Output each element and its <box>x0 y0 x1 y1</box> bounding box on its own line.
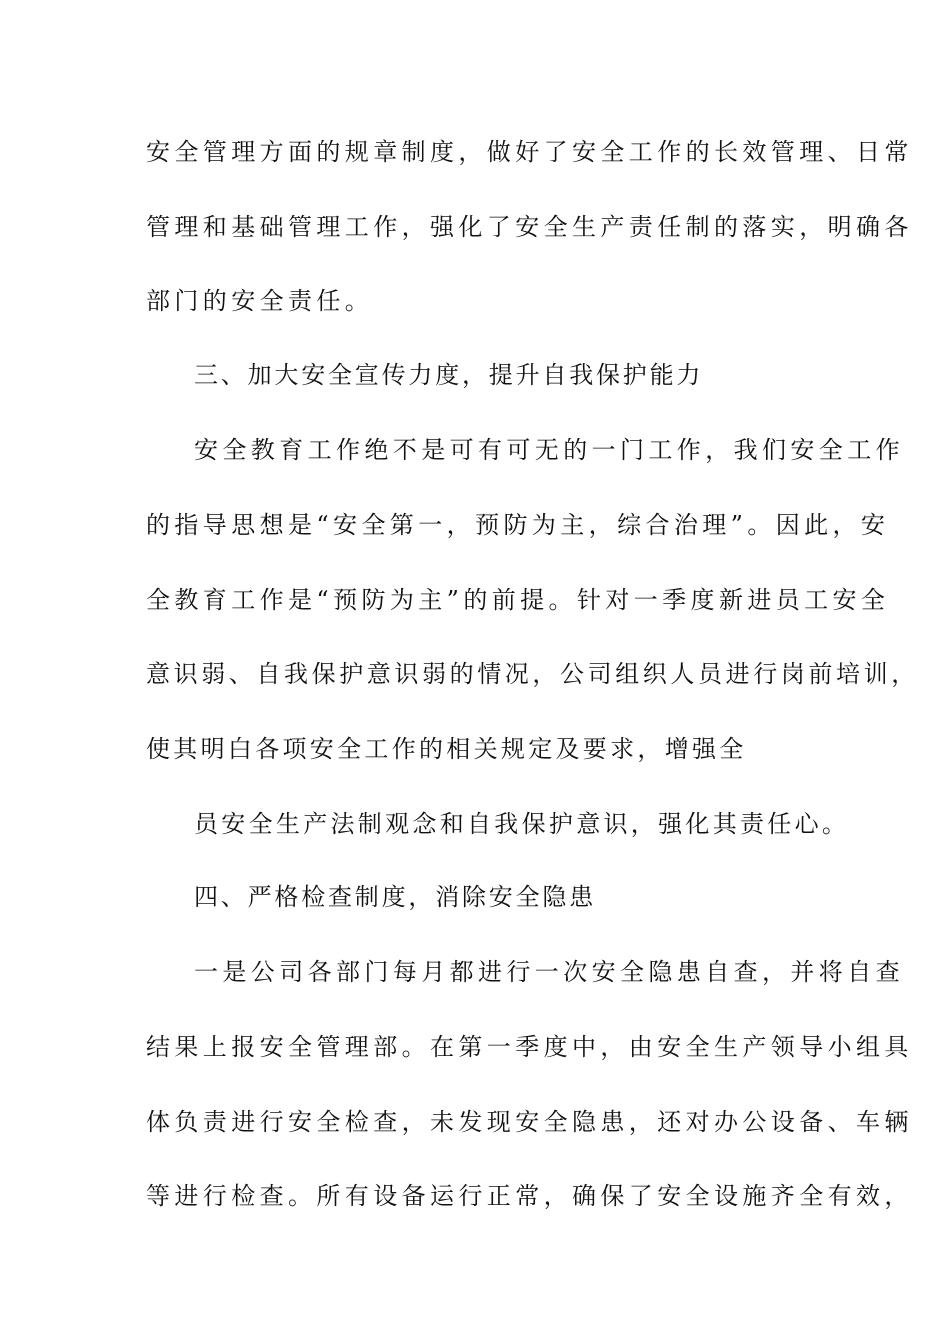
section-heading: 三、加大安全宣传力度，提升自我保护能力 <box>194 361 704 389</box>
paragraph-line: 体负责进行安全检查，未发现安全隐患，还对办公设备、车辆 <box>146 1108 913 1136</box>
paragraph-line: 等进行检查。所有设备运行正常，确保了安全设施齐全有效， <box>146 1182 913 1210</box>
paragraph-line: 安全教育工作绝不是可有可无的一门工作，我们安全工作 <box>194 436 904 464</box>
paragraph-line: 全教育工作是“预防为主”的前提。针对一季度新进员工安全 <box>146 586 890 614</box>
paragraph-line: 的指导思想是“安全第一，预防为主，综合治理”。因此，安 <box>146 511 890 539</box>
section-heading: 四、严格检查制度，消除安全隐患 <box>194 883 596 911</box>
paragraph-line: 使其明白各项安全工作的相关规定及要求，增强全 <box>146 735 747 763</box>
paragraph-line: 管理和基础管理工作，强化了安全生产责任制的落实，明确各 <box>146 213 913 241</box>
paragraph-line: 意识弱、自我保护意识弱的情况，公司组织人员进行岗前培训， <box>146 660 919 688</box>
paragraph-line: 一是公司各部门每月都进行一次安全隐患自查，并将自查 <box>194 958 904 986</box>
paragraph-line: 员安全生产法制观念和自我保护意识，强化其责任心。 <box>194 810 850 838</box>
paragraph-line: 结果上报安全管理部。在第一季度中，由安全生产领导小组具 <box>146 1033 913 1061</box>
paragraph-line: 部门的安全责任。 <box>146 287 374 315</box>
paragraph-line: 安全管理方面的规章制度，做好了安全工作的长效管理、日常 <box>146 138 913 166</box>
